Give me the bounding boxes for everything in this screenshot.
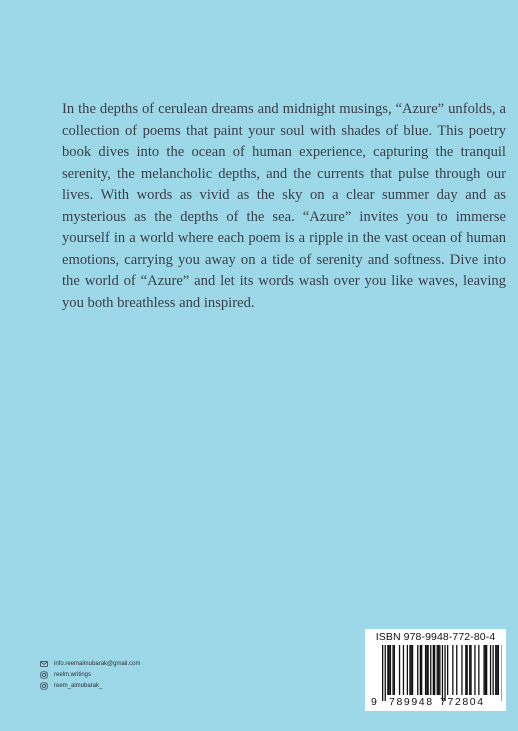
contact-email-text: info.reemalmubarak@gmail.com: [54, 661, 141, 667]
barcode-bars: [369, 645, 502, 701]
ean-lead-digit: 9: [371, 696, 377, 708]
barcode-bar: [493, 645, 494, 695]
mail-icon: [40, 660, 48, 668]
barcode-bar: [496, 645, 497, 695]
barcode-bar: [399, 645, 400, 695]
barcode-bar: [456, 645, 457, 695]
barcode-bar: [421, 645, 422, 695]
barcode-bar: [426, 645, 427, 695]
barcode-bar: [486, 645, 487, 695]
barcode-bar: [447, 645, 448, 695]
barcode-bar: [385, 645, 386, 701]
instagram-icon: [40, 682, 48, 690]
barcode-bar: [444, 645, 445, 701]
barcode-bar: [483, 645, 484, 695]
barcode-bar: [407, 645, 408, 695]
contact-instagram-1-text: reelm.writings: [54, 672, 92, 678]
barcode-bar: [420, 645, 421, 695]
barcode-bar: [495, 645, 496, 695]
barcode-bar: [485, 645, 486, 695]
barcode-bar: [470, 645, 471, 695]
barcode-bar: [478, 645, 479, 695]
barcode-bar: [474, 645, 475, 695]
barcode-bar: [467, 645, 468, 695]
ean-right-group: 772804: [440, 696, 485, 708]
isbn-label: ISBN 978-9948-772-80-4: [375, 631, 496, 643]
contact-email: [40, 659, 140, 669]
ean-digits: [365, 696, 506, 709]
ean-left-group: 789948: [389, 696, 434, 708]
barcode-bar: [425, 645, 426, 695]
barcode-bar: [390, 645, 391, 695]
barcode-bar: [439, 645, 440, 695]
barcode-bar: [392, 645, 393, 695]
barcode-bar: [403, 645, 404, 695]
back-cover-blurb: In the depths of cerulean dreams and midnight musings, “Azure” unfolds, a collection of poems that paint your soul with shades of blue. This poetry book dives into the ocean of human experience, capturing the tranquil serenity, the melancholic depths, and the currents that pulse through our lives. With words as vivid as the sky on a clear summer day and as mysterious as the depths of the sea. “Azure” invites you to immerse yourself in a world where each poem is a ripple in the vast ocean of human emotions, carrying you away on a tide of serenity and softness. Dive into the world of “Azure” and let its words wash over you like waves, leaving you both breathless and inspired.: [62, 101, 506, 311]
barcode-bar: [490, 645, 491, 695]
barcode-bar: [394, 645, 395, 695]
contact-instagram-2-text: reem_almubarak_: [54, 683, 103, 689]
barcode-bar: [387, 645, 388, 695]
barcode-bar: [434, 645, 435, 695]
barcode-bar: [465, 645, 466, 695]
barcode-bar: [461, 645, 462, 695]
isbn-barcode: [365, 629, 506, 711]
barcode-bar: [498, 645, 499, 695]
barcode-bar: [428, 645, 429, 695]
barcode-bar: [411, 645, 412, 695]
barcode-bar: [452, 645, 453, 695]
barcode-bar: [438, 645, 439, 695]
contact-list: [40, 659, 140, 692]
barcode-bar: [433, 645, 434, 695]
barcode-bar: [412, 645, 413, 695]
instagram-icon: [40, 671, 48, 679]
barcode-bar: [382, 645, 383, 701]
contact-instagram-2: [40, 681, 140, 691]
barcode-bar: [389, 645, 390, 695]
barcode-bar: [417, 645, 418, 695]
barcode-bar: [430, 645, 431, 695]
barcode-bar: [442, 645, 443, 701]
barcode-bar: [437, 645, 438, 695]
barcode-bar: [469, 645, 470, 695]
contact-instagram-1: [40, 670, 140, 680]
barcode-bar: [409, 645, 410, 695]
